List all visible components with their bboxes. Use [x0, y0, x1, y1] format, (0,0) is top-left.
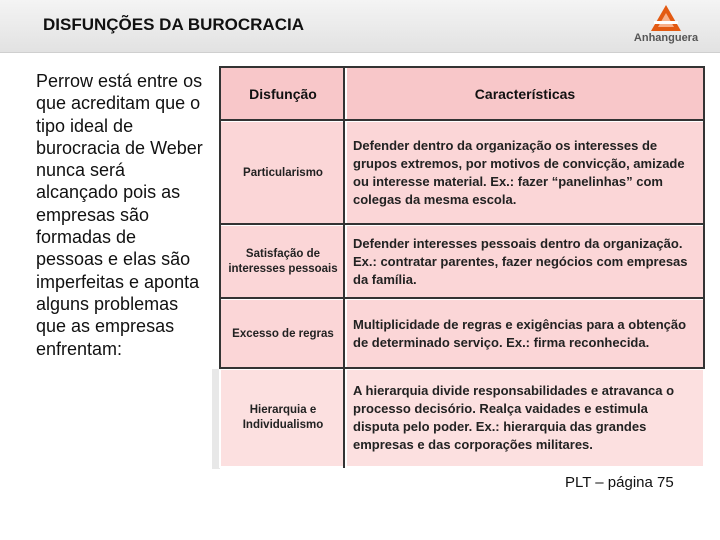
row-disfuncao: Satisfação de interesses pessoais: [220, 225, 346, 299]
brand-logo: [624, 4, 708, 48]
page-reference: PLT – página 75: [565, 474, 674, 491]
table-row: [220, 369, 704, 467]
table-border-top: [219, 66, 705, 68]
table-border-left: [219, 66, 221, 369]
slide-title: DISFUNÇÕES DA BUROCRACIA: [43, 15, 304, 34]
row-caracteristicas: Defender interesses pessoais dentro da organização. Ex.: contratar parentes, fazer negócios com empresas da família.: [346, 225, 704, 299]
row-disfuncao: Excesso de regras: [220, 299, 346, 369]
triangle-logo-icon: [649, 4, 683, 32]
intro-paragraph: Perrow está entre os que acreditam que o tipo ideal de burocracia de Weber nunca será alcançado pois as empresas são formadas de pessoas e elas são imperfeitas e aponta alguns problemas que as empresas enfrentam:: [36, 71, 203, 359]
table-border-right: [703, 66, 705, 369]
logo-text: Anhanguera: [633, 32, 699, 44]
disfuncoes-table: [219, 66, 705, 468]
table-row-divider: [219, 367, 705, 369]
table-row-divider: [219, 297, 705, 299]
disfuncoes-table-wrapper: [219, 66, 705, 468]
header-disfuncao: Disfunção: [220, 67, 346, 121]
row-caracteristicas: Defender dentro da organização os interesses de grupos extremos, por motivos de convicção, amizade ou interesse material. Ex.: fazer “panelinhas” com colegas da mesma escola.: [346, 121, 704, 225]
table-header-row: [220, 67, 704, 121]
row-caracteristicas: A hierarquia divide responsabilidades e atravanca o processo decisório. Realça vaidades e estimula disputa pelo poder. Ex.: hierarquia das grandes empresas e das corporações militares.: [346, 369, 704, 467]
table-row: [220, 299, 704, 369]
table-column-divider: [343, 66, 345, 468]
slide-header: [0, 0, 720, 53]
table-row: [220, 225, 704, 299]
row-caracteristicas: Multiplicidade de regras e exigências para a obtenção de determinado serviço. Ex.: firma reconhecida.: [346, 299, 704, 369]
table-row: [220, 121, 704, 225]
table-row-divider: [219, 223, 705, 225]
row-disfuncao: Particularismo: [220, 121, 346, 225]
row-disfuncao: Hierarquia e Individualismo: [220, 369, 346, 467]
table-row-divider: [219, 119, 705, 121]
header-caracteristicas: Características: [346, 67, 704, 121]
